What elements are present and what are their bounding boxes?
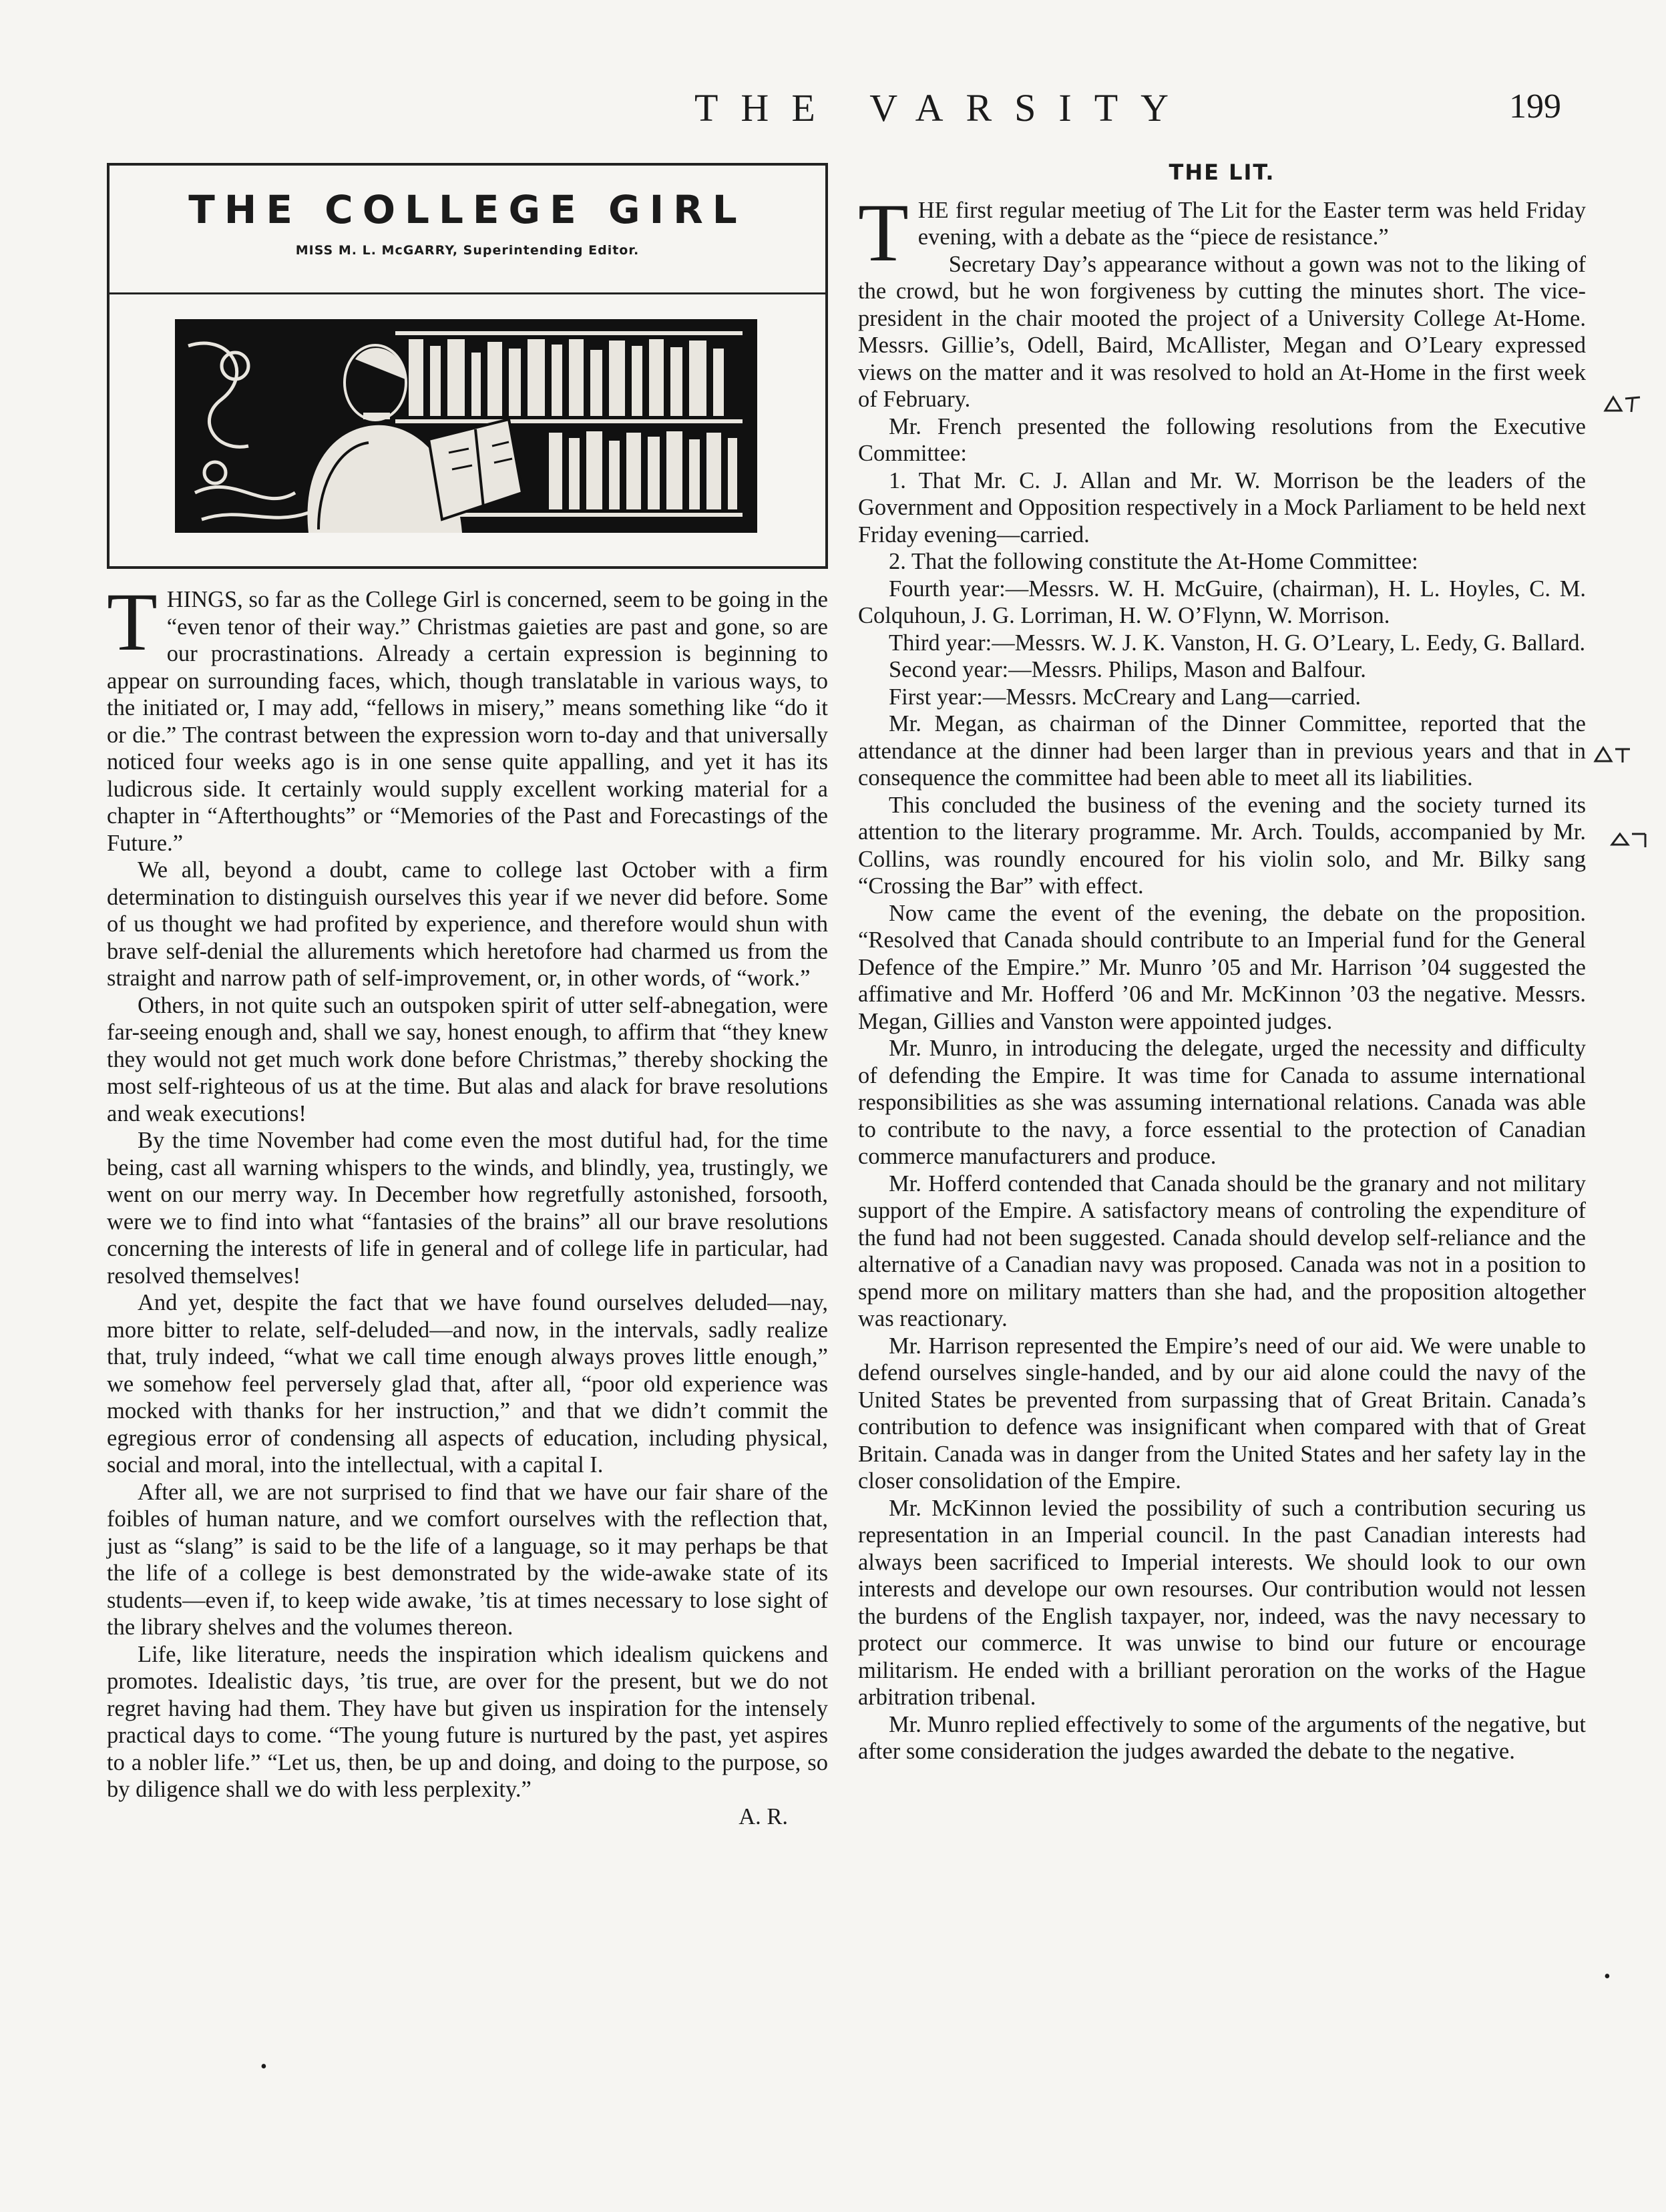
the-lit-column [858,154,1586,1765]
article-paragraph: This concluded the business of the evening and the society turned its attention to the literary programme. Mr. Arch. Toulds, accompanied by Mr. Collins, was roundly encoured for his violin solo, and Mr. Bilky sang “Crossing the Bar” with effect. [858,792,1586,899]
margin-annotation-mark [1609,825,1649,851]
article-paragraph: Mr. Munro, in introducing the delegate, urged the necessity and difficulty of defending the Empire. It was time for Canada to assume international responsibilities as she was assuming international relations. Canada was able to contribute to the navy, a force essential to the protection of Canadian commerce manufacturers and produce. [858,1036,1586,1169]
article-signature: A. R. [739,1803,788,1829]
article-paragraph: Third year:—Messrs. W. J. K. Vanston, H. G. O’Leary, L. Eedy, G. Ballard. [889,630,1586,656]
article-paragraph [107,576,828,857]
article-paragraph: Secretary Day’s appearance without a gown was not to the liking of the crowd, but he won forgiveness by cutting the minutes short. The vice-president in the chair mooted the project of a University College At-Home. Messrs. Gillie’s, Odell, Baird, McAllister, Megan and O’Leary expressed views on the matter and it was resolved to hold an At-Home in the first week of February. [858,251,1586,412]
running-head [0,85,1666,132]
article-paragraph: Second year:—Messrs. Philips, Mason and Balfour. [889,657,1366,682]
section-masthead [107,163,828,569]
article-paragraph: Mr. Harrison represented the Empire’s need of our aid. We were unable to defend ourselves single-handed, and by our aid alone could the navy of the United States be prevented from surpassing that of Great Britain. Canada’s contribution to defence was insignificant when compared with that of Great Britain. Canada was in danger from the United States and her safety lay in the closer consolidation of the Empire. [858,1333,1586,1494]
page-number: 199 [1509,87,1561,126]
article-paragraph: After all, we are not surprised to find that we have our fair share of the foibles of human nature, and we comfort ourselves with the reflection that, just as “slang” is said to be the life of a language, so it may perhaps be that the life of a college is best demonstrated by the wide-awake state of its students—even if, to keep wide awake, ’tis at times necessary to lose sight of the library shelves and the volumes thereon. [107,1479,828,1640]
masthead-divider [110,292,825,294]
college-girl-column [107,154,828,1830]
editor-credit: MISS M. L. McGARRY, Superintending Editor. [295,242,640,258]
article-paragraph: Mr. French presented the following resolutions from the Executive Committee: [858,413,1586,466]
article-paragraph: By the time November had come even the most dutiful had, for the time being, cast all warning whispers to the winds, and blindly, yea, trustingly, we went on our merry way. In December how regretfully astonished, forsooth, were we to find into what “fantasies of the brains” all our brave resolutions concerning the interests of life in general and of college life in particular, had resolved themselves! [107,1128,828,1289]
article-paragraph: And yet, despite the fact that we have found ourselves deluded—nay, more bitter to relate, self-deluded—and now, in the intervals, sadly realize that, truly indeed, “what we call time enough always proves little enough,” we somehow feel perversely glad that, after all, “poor old experience was mocked with thanks for her instruction,” and that we didn’t commit the egregious error of condensing all aspects of education, including physical, social and moral, into the intellectual, with a capital I. [107,1290,828,1478]
article-paragraph: Mr. McKinnon levied the possibility of such a contribution securing us representation in an Imperial council. In the past Canadian interests had always been sacrificed to Imperial interests. We should look to our own interests and develope our own resourses. Our contribution would not lessen the burdens of the English taxpayer, nor, indeed, was the navy necessary to protect our commerce. It was unwise to bind our future or encourage militarism. He ended with a brilliant peroration on the works of the Hague arbitration tribenal. [858,1495,1586,1710]
section-title: THE COLLEGE GIRL [188,187,747,232]
reading-girl-illustration [175,319,757,533]
article-paragraph: Mr. Megan, as chairman of the Dinner Committee, reported that the attendance at the dinner had been larger than in previous years and that in consequence the committee had been able to meet all its liabilities. [858,711,1586,791]
drop-cap: T [858,186,909,278]
lit-section-title: THE LIT. [1169,160,1275,185]
article-paragraph: Mr. Hofferd contended that Canada should be the granary and not military support of the Empire. A satisfactory means of controling the expenditure of the fund had not been suggested. Canada should develop self-reliance and the alternative of a Canadian navy was proposed. Canada was not in a position to spend more on military matters than she had, and the proposition altogether was reactionary. [858,1170,1586,1331]
article-paragraph: First year:—Messrs. McCreary and Lang—carried. [889,684,1362,710]
margin-annotation-mark [1593,741,1633,768]
paragraph-text: HE first regular meetiug of The Lit for the Easter term was held Friday evening, with a debate as the “piece de resistance.” [917,197,1586,250]
article-paragraph: 2. That the following constitute the At-Home Committee: [889,549,1418,574]
drop-cap: T [107,576,158,668]
article-paragraph: Fourth year:—Messrs. W. H. McGuire, (chairman), H. L. Hoyles, C. M. Colquhoun, J. G. Lorriman, H. W. O’Flynn, W. Morrison. [858,576,1586,628]
article-paragraph: Life, like literature, needs the inspiration which idealism quickens and promotes. Idealistic days, ’tis true, are over for the present, but we do not regret having had them. They have but given us inspiration for the intensely practical days to come. “The young future is nurtured by the past, yet aspires to a nobler life.” “Let us, then, be up and doing, and doing to the purpose, so by diligence shall we do with less perplexity.” [107,1641,828,1802]
margin-annotation-mark [1603,391,1643,417]
article-paragraph: 1. That Mr. C. J. Allan and Mr. W. Morrison be the leaders of the Government and Opposition respectively in a Mock Parliament to be held next Friday evening—carried. [858,467,1586,547]
article-paragraph [858,186,1586,278]
stray-ink-dot: • [1604,1966,1611,1987]
article-paragraph: Others, in not quite such an outspoken spirit of utter self-abnegation, were far-seeing enough and, shall we say, honest enough, to affirm that “they knew they would not get much work done before Christmas,” thereby shocking the most self-righteous of us at the time. But alas and alack for brave resolutions and weak executions! [107,992,828,1126]
article-paragraph: Mr. Munro replied effectively to some of the arguments of the negative, but after some consideration the judges awarded the debate to the negative. [858,1711,1586,1764]
article-paragraph: Now came the event of the evening, the debate on the proposition. “Resolved that Canada should contribute to an Imperial fund for the General Defence of the Empire.” Mr. Munro ’05 and Mr. Harrison ’04 suggested the affimative and Mr. Hofferd ’06 and Mr. McKinnon ’03 the negative. Messrs. Megan, Gillies and Vanston were appointed judges. [858,900,1586,1034]
article-paragraph: We all, beyond a doubt, came to college last October with a firm determination to distinguish ourselves this year if we never did before. Some of us thought we had profited by experience, and therefore would shun with brave self-denial the allurements which heretofore had charmed us from the straight and narrow path of self-improvement, or, in other words, of “work.” [107,857,828,991]
running-title: THE VARSITY [694,86,1192,130]
stray-ink-dot: • [260,2056,267,2077]
paragraph-text: HINGS, so far as the College Girl is concerned, seem to be going in the “even tenor of their way.” Christmas gaieties are past and gone, so are our procrastinations. Already a certain expression is beginning to appear on surrounding faces, which, though translatable in various ways, to the initiated or, I may add, “fellows in misery,” means something like “do it or die.” The contrast between the expression worn to-day and that universally noticed four weeks ago is in one sense quite appalling, and yet it has its ludicrous side. It certainly would supply excellent working material for a chapter in “Afterthoughts” or “Memories of the Past and Forecastings of the Future.” [107,587,828,856]
